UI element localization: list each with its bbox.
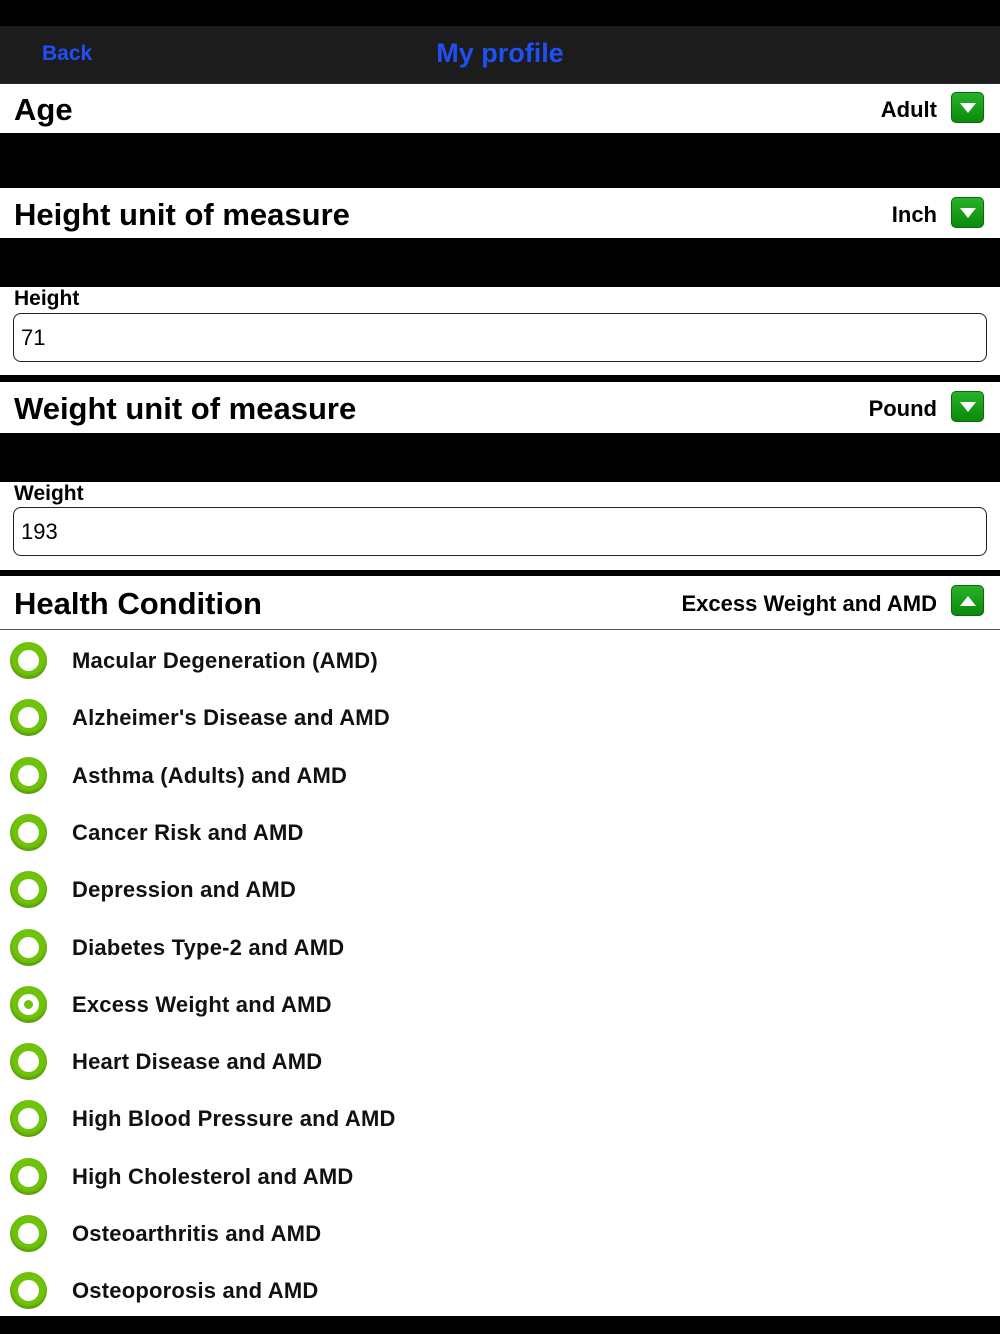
radio-unselected-icon[interactable] — [10, 814, 47, 851]
radio-unselected-icon[interactable] — [10, 929, 47, 966]
health-condition-option-label: High Blood Pressure and AMD — [72, 1106, 396, 1132]
health-condition-option[interactable] — [0, 976, 1000, 1033]
health-condition-selector[interactable] — [0, 576, 1000, 629]
health-condition-option-label: Diabetes Type-2 and AMD — [72, 934, 345, 960]
radio-unselected-icon[interactable] — [10, 642, 47, 679]
health-condition-options-list — [0, 629, 1000, 1316]
radio-unselected-icon[interactable] — [10, 1272, 47, 1309]
age-dropdown-button[interactable] — [951, 92, 984, 123]
height-field-group — [0, 287, 1000, 375]
health-condition-option[interactable] — [0, 919, 1000, 976]
health-condition-option-label: High Cholesterol and AMD — [72, 1163, 354, 1189]
health-condition-label: Health Condition — [14, 586, 262, 621]
age-label: Age — [14, 92, 73, 127]
weight-unit-label: Weight unit of measure — [14, 391, 357, 426]
age-selector[interactable] — [0, 84, 1000, 133]
age-value: Adult — [880, 97, 937, 122]
back-button[interactable]: Back — [42, 42, 93, 65]
health-condition-option-label: Cancer Risk and AMD — [72, 819, 304, 845]
health-condition-option[interactable] — [0, 804, 1000, 861]
weight-input[interactable] — [13, 507, 987, 556]
weight-unit-value: Pound — [868, 396, 937, 421]
health-condition-option[interactable] — [0, 1033, 1000, 1090]
weight-unit-selector[interactable] — [0, 382, 1000, 433]
radio-unselected-icon[interactable] — [10, 1043, 47, 1080]
weight-unit-dropdown-button[interactable] — [951, 391, 984, 422]
radio-unselected-icon[interactable] — [10, 699, 47, 736]
weight-field-group — [0, 482, 1000, 570]
page-title: My profile — [436, 38, 564, 68]
health-condition-option-label: Macular Degeneration (AMD) — [72, 648, 378, 673]
radio-unselected-icon[interactable] — [10, 871, 47, 908]
health-condition-option[interactable] — [0, 689, 1000, 746]
health-condition-option-label: Heart Disease and AMD — [72, 1049, 323, 1075]
radio-unselected-icon[interactable] — [10, 1215, 47, 1252]
health-condition-option-label: Depression and AMD — [72, 877, 297, 903]
radio-unselected-icon[interactable] — [10, 1158, 47, 1195]
height-label: Height — [14, 287, 80, 310]
navigation-bar — [0, 26, 1000, 84]
health-condition-option-label: Osteoporosis and AMD — [72, 1278, 319, 1304]
radio-selected-icon[interactable] — [10, 986, 47, 1023]
chevron-down-icon — [960, 402, 976, 412]
status-bar — [0, 0, 1000, 26]
health-condition-option[interactable] — [0, 632, 1000, 689]
health-condition-option[interactable] — [0, 1205, 1000, 1262]
health-condition-option-label: Asthma (Adults) and AMD — [72, 762, 348, 788]
chevron-down-icon — [960, 103, 976, 113]
health-condition-option-label: Osteoarthritis and AMD — [72, 1221, 322, 1246]
weight-label: Weight — [14, 482, 84, 505]
radio-unselected-icon[interactable] — [10, 1100, 47, 1137]
health-condition-option-label: Excess Weight and AMD — [72, 991, 332, 1017]
health-condition-option[interactable] — [0, 747, 1000, 804]
height-unit-selector[interactable] — [0, 188, 1000, 238]
health-condition-option[interactable] — [0, 1090, 1000, 1147]
radio-unselected-icon[interactable] — [10, 757, 47, 794]
health-condition-dropdown-button[interactable] — [951, 585, 984, 616]
health-condition-option[interactable] — [0, 1262, 1000, 1319]
height-unit-label: Height unit of measure — [14, 197, 350, 232]
height-unit-value: Inch — [891, 202, 937, 227]
health-condition-option[interactable] — [0, 861, 1000, 918]
chevron-down-icon — [960, 208, 976, 218]
height-input[interactable] — [13, 313, 987, 362]
health-condition-value: Excess Weight and AMD — [681, 591, 937, 616]
chevron-up-icon — [960, 596, 976, 606]
height-unit-dropdown-button[interactable] — [951, 197, 984, 228]
health-condition-option[interactable] — [0, 1148, 1000, 1205]
health-condition-option-label: Alzheimer's Disease and AMD — [72, 705, 390, 731]
